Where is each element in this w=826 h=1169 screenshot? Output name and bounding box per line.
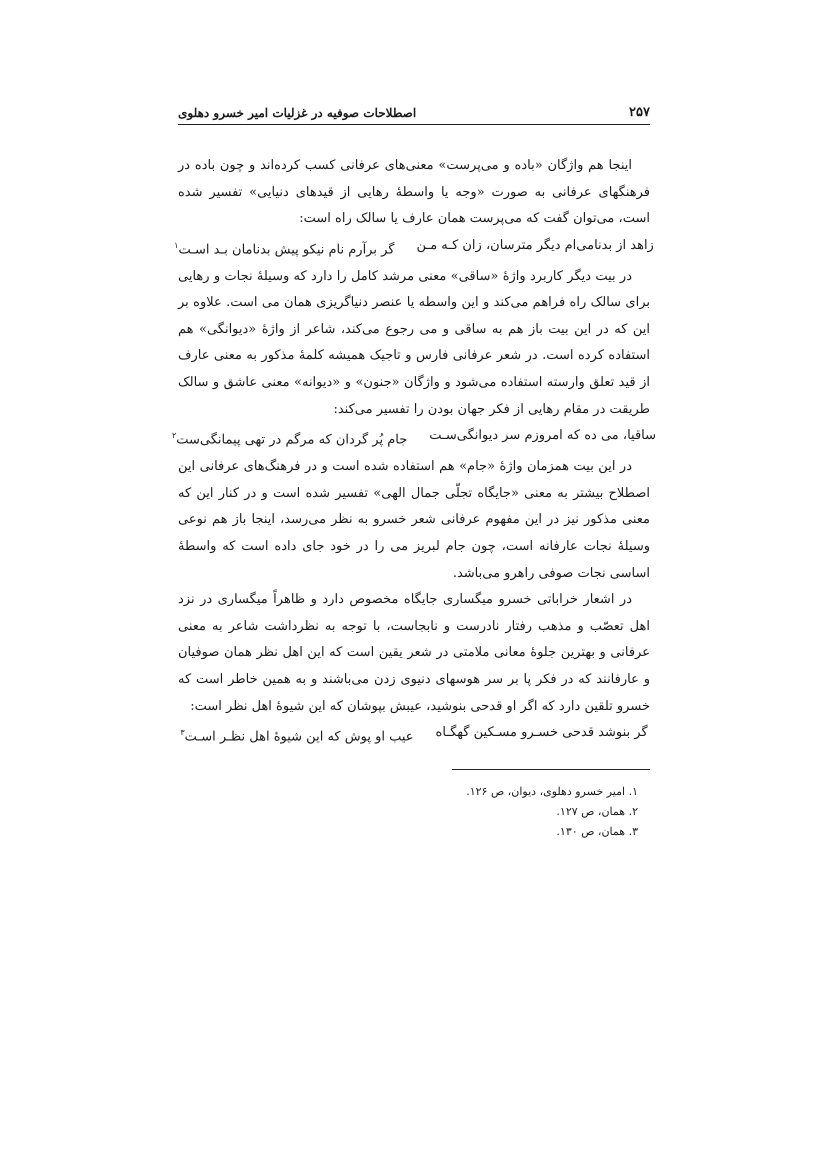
- footnote: ۲. همان، ص ۱۲۷.: [556, 805, 638, 819]
- running-header: [178, 100, 650, 125]
- page-number: ۲۵۷: [629, 105, 650, 120]
- verse-hemistich-second: جام پُر گردان که مرگم در تهی پیمانگی‌ست$^۲$: [171, 431, 408, 448]
- verse: [171, 423, 657, 454]
- verse-hemistich-first: زاهد از بدنامی‌ام دیگر مترسان، زان کـه مـن: [416, 237, 654, 253]
- footnotes: [178, 782, 650, 842]
- verse-hemistich-first: گر بنوشد قدحی خسـرو مسـکین گهگـاه: [435, 725, 648, 741]
- footnote: ۱. امیر خسرو دهلوی، دیوان، ص ۱۲۶.: [466, 785, 638, 799]
- footnote-ref: ۲: [171, 431, 177, 441]
- footnote: ۳. همان، ص ۱۳۰.: [556, 825, 638, 839]
- verse: [174, 233, 654, 264]
- running-title: اصطلاحات صوفیه در غزلیات امیر خسرو دهلوی: [178, 106, 417, 120]
- verse: [178, 720, 650, 751]
- verse-hemistich-first: ساقیا، می ده که امروزم سر دیوانگی‌سـت: [429, 428, 657, 444]
- body-text: [171, 153, 657, 751]
- paragraph: در اشعار خراباتی خسرو میگساری جایگاه مخصوص دارد و ظاهراً میگساری در نزد اهل تعصّب و مذهب رفتار نادرست و نابجاست، با توجه به نظرداشت شاعر به معنی عرفانی و بهترین جلوهٔ معانی ملامتی در شعر یقین است که این اهل نظر همان صوفیان و عارفانند که در فکر پا بر سر هوسهای دنیوی زدن می‌باشند و به همین خاطر است که خسرو تلقین دارد که اگر او قدحی بنوشید، عیبش بپوشان که این شیوهٔ اهل نظر است:: [178, 592, 650, 714]
- paragraph: در این بیت همزمان واژهٔ «جام» هم استفاده شده است و در فرهنگ‌های عرفانی این اصطلاح بیشتر به معنی «جایگاه تجلّی جمال الهی» تفسیر شده است و در کنار این که معنی مذکور نیز در این مفهوم عرفانی شعر خسرو به نظر می‌رسد، اینجا باز هم نوعی وسیلهٔ نجات عارفانه است، چون جام لبریز می را در خود جای داده است که واسطهٔ اساسی نجات صوفی راهرو می‌باشد.: [178, 459, 650, 581]
- verse-hemistich-second: گر برآرم نام نیکو پیش بدنامان بـد اسـت$^۱$: [174, 240, 395, 258]
- paragraph: در بیت دیگر کاربرد واژهٔ «ساقی» معنی مرشد کامل را دارد که وسیلهٔ نجات و رهایی برای سالک راه فراهم می‌کند و این واسطه یا عنصر دنیاگریزی همان می است. علاوه بر این که در این بیت باز هم به ساقی و می رجوع می‌کند، شاعر از واژهٔ «دیوانگی» هم استفاده کرده است. در شعر عرفانی فارس و تاجیک همیشه کلمهٔ مذکور به معنی عارف از قید تعلق وارسته استفاده می‌شود و واژگان «جنون» و «دیوانه» معنی عاشق و سالک طریقت در مقام رهایی از فکر جهان بودن را تفسیر می‌کند:: [178, 268, 650, 417]
- footnote-divider: [452, 769, 650, 770]
- paragraph: اینجا هم واژگان «باده و می‌پرست» معنی‌های عرفانی کسب کرده‌اند و چون باده در فرهنگهای عرفانی به صورت «وجه یا واسطهٔ رهایی از قیدهای دنیایی» تفسیر شده است، می‌توان گفت که می‌پرست همان عارف یا سالک راه است:: [178, 158, 650, 227]
- verse-hemistich-second: عیب او پوش که این شیوهٔ اهل نظـر اسـت$^۳$: [180, 728, 414, 745]
- page: [171, 100, 657, 842]
- footnote-ref: ۱: [174, 240, 179, 250]
- footnote-ref: ۳: [180, 728, 185, 738]
